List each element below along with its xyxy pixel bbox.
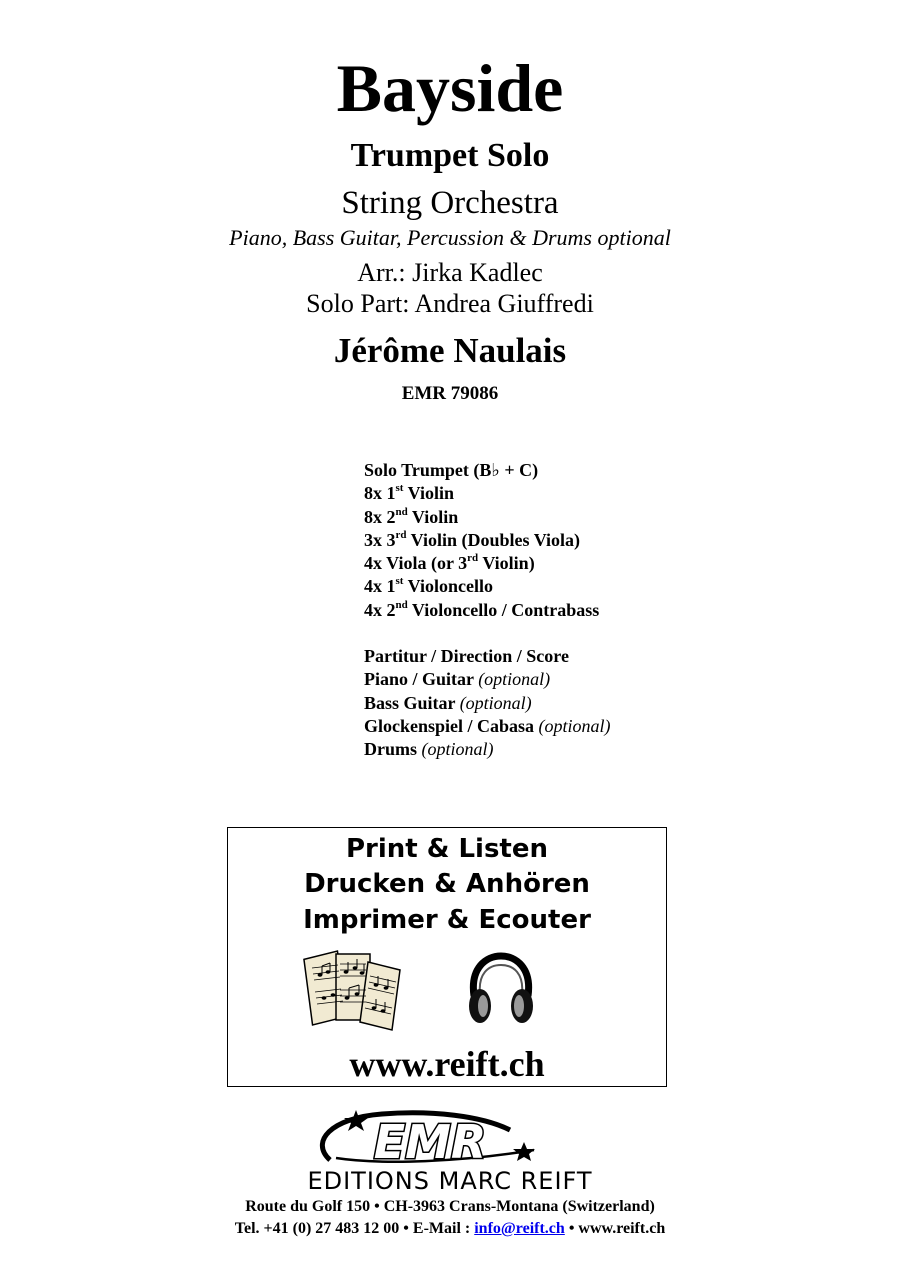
- optional-instruments: Piano, Bass Guitar, Percussion & Drums optional: [229, 225, 671, 250]
- part-cello-2: 4x 2nd Violoncello / Contrabass: [364, 598, 600, 620]
- emr-logo: [312, 1108, 544, 1166]
- publisher-contact: Tel. +41 (0) 27 483 12 00 • E-Mail : info@reift.ch • www.reift.ch: [234, 1220, 666, 1237]
- extra-part: Partitur / Direction / Score: [364, 646, 569, 666]
- part-solo-trumpet: Solo Trumpet (B♭ + C): [364, 460, 539, 480]
- part-violin-3: 3x 3rd Violin (Doubles Viola): [364, 528, 581, 550]
- publisher-name: EDITIONS MARC REIFT: [307, 1167, 593, 1195]
- subtitle: Trumpet Solo: [350, 137, 550, 174]
- publisher-address: Route du Golf 150 • CH-3963 Crans-Montana (Switzerland): [245, 1198, 655, 1215]
- part-violin-1: 8x 1st Violin: [364, 482, 454, 504]
- headphones-icon: [466, 952, 536, 1026]
- print-and-listen-box: [227, 827, 667, 1087]
- part-cello-1: 4x 1st Violoncello: [364, 575, 493, 597]
- promo-line-german: Drucken & Anhören: [304, 869, 590, 899]
- extra-parts-list: [364, 645, 611, 761]
- part-viola: 4x Viola (or 3rd Violin): [364, 552, 535, 574]
- promo-line-french: Imprimer & Ecouter: [303, 905, 591, 935]
- ensemble: String Orchestra: [341, 185, 559, 221]
- extra-part: Glockenspiel / Cabasa (optional): [364, 715, 611, 736]
- extra-part: Piano / Guitar (optional): [364, 669, 551, 690]
- promo-line-english: Print & Listen: [345, 834, 549, 864]
- composer: Jérôme Naulais: [333, 331, 567, 370]
- emr-logo-text: EMR: [373, 1115, 487, 1166]
- arranger: Arr.: Jirka Kadlec: [357, 258, 543, 287]
- extra-part: Drums (optional): [364, 739, 494, 760]
- catalog-number: EMR 79086: [401, 383, 499, 404]
- promo-url[interactable]: www.reift.ch: [349, 1044, 545, 1084]
- title: Bayside: [336, 50, 564, 126]
- parts-list: [364, 459, 599, 622]
- extra-part: Bass Guitar (optional): [364, 692, 532, 713]
- sheet-music-icon: [300, 948, 410, 1032]
- part-violin-2: 8x 2nd Violin: [364, 505, 459, 527]
- solo-part: Solo Part: Andrea Giuffredi: [306, 289, 594, 318]
- email-link[interactable]: info@reift.ch: [474, 1220, 565, 1237]
